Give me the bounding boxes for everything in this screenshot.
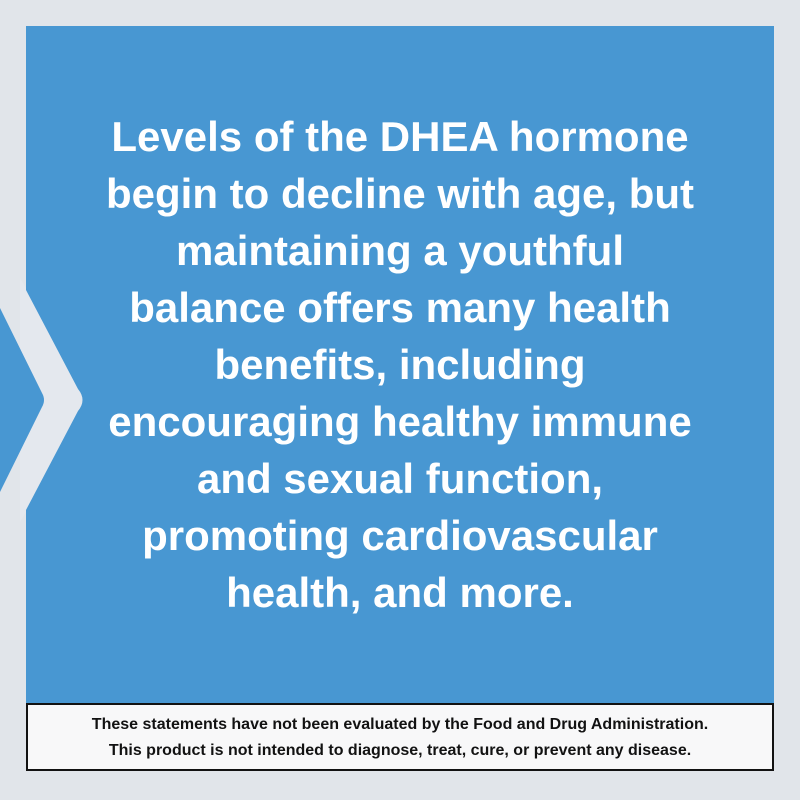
card-text-line: and sexual function,: [196, 455, 604, 502]
fda-disclaimer-line: These statements have not been evaluated by the Food and Drug Administration.: [91, 715, 709, 733]
card-text-line: benefits, including: [214, 341, 586, 388]
fda-disclaimer-box: [26, 703, 774, 771]
card-text-line: balance offers many health: [129, 284, 671, 331]
card-text-line: health, and more.: [226, 569, 574, 616]
card-text-line: begin to decline with age, but: [105, 170, 695, 217]
card-text-line: encouraging healthy immune: [108, 398, 692, 445]
card-text-line: maintaining a youthful: [176, 227, 624, 274]
card-body-text: [26, 26, 774, 703]
card-text-line: promoting cardiovascular: [142, 512, 658, 559]
card-text-line: Levels of the DHEA hormone: [111, 113, 689, 160]
fda-disclaimer-line: This product is not intended to diagnose, treat, cure, or prevent any disease.: [108, 741, 692, 759]
